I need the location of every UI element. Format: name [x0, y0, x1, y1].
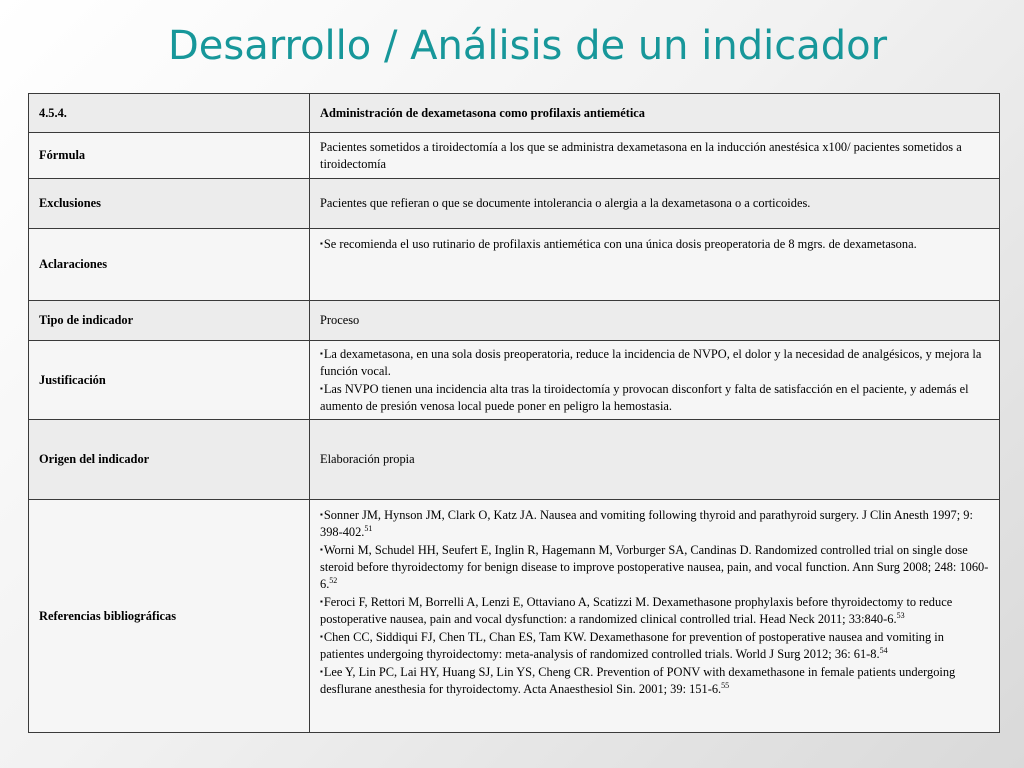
table-row	[29, 301, 1000, 341]
reference-text: Chen CC, Siddiqui FJ, Chen TL, Chan ES, Tam KW. Dexamethasone for prevention of postoperative nausea and vomiting in patientes undergoing thyroidectomy: meta-analysis of randomized controlled trials. World J Surg 2012; 36: 61-8.	[320, 630, 944, 661]
bullet-icon: ▪	[320, 667, 323, 676]
reference-item	[320, 663, 989, 698]
row-label-type: Tipo de indicador	[29, 301, 310, 341]
bullet-icon: ▪	[320, 632, 323, 641]
bullet-icon: ▪	[320, 510, 323, 519]
reference-number: 52	[329, 575, 338, 585]
reference-text: Lee Y, Lin PC, Lai HY, Huang SJ, Lin YS, Cheng CR. Prevention of PONV with dexamethasone in female patients undergoing desflurane anesthesia for thyroidectomy. Acta Anaesthesiol Sin. 2001; 39: 151-6.	[320, 665, 956, 696]
row-label-origin: Origen del indicador	[29, 420, 310, 500]
row-label-justification: Justificación	[29, 341, 310, 420]
row-label-formula: Fórmula	[29, 133, 310, 179]
bullet-text: Las NVPO tienen una incidencia alta tras la tiroidectomía y provocan disconfort y falta de satisfacción en el paciente, y además el aumento de presión venosa local puede poner en peligro la hemostasia.	[320, 382, 969, 413]
reference-item	[320, 628, 989, 663]
table-row	[29, 179, 1000, 229]
slide-title: Desarrollo / Análisis de un indicador	[168, 23, 888, 69]
reference-text: Sonner JM, Hynson JM, Clark O, Katz JA. Nausea and vomiting following thyroid and parathyroid surgery. J Clin Anesth 1997; 9: 398-402.	[320, 508, 973, 539]
reference-item	[320, 541, 989, 593]
indicator-table	[28, 93, 1000, 733]
bullet-icon: ▪	[320, 349, 323, 358]
type-value: Proceso	[310, 301, 1000, 341]
bullet-text: Se recomienda el uso rutinario de profilaxis antiemética con una única dosis preoperatoria de 8 mgrs. de dexametasona.	[323, 237, 917, 251]
indicator-name: Administración de dexametasona como profilaxis antiemética	[310, 94, 1000, 133]
table-row	[29, 420, 1000, 500]
bullet-item	[320, 345, 989, 380]
justification-value	[310, 341, 1000, 420]
formula-value: Pacientes sometidos a tiroidectomía a los que se administra dexametasona en la inducción anestésica x100/ pacientes sometidos a tiroidectomía	[310, 133, 1000, 179]
table-row	[29, 229, 1000, 301]
reference-number: 51	[364, 523, 373, 533]
table-row	[29, 500, 1000, 733]
bullet-icon: ▪	[320, 545, 323, 554]
reference-text: Worni M, Schudel HH, Seufert E, Inglin R, Hagemann M, Vorburger SA, Candinas D. Randomized controlled trial on single dose steroid before thyroidectomy for benign disease to improve postoperative nausea, pain, and vocal function. Ann Surg 2008; 248: 1060-6.	[320, 543, 989, 591]
row-label-references: Referencias bibliográficas	[29, 500, 310, 733]
bullet-text: La dexametasona, en una sola dosis preoperatoria, reduce la incidencia de NVPO, el dolor y la necesidad de analgésicos, y mejora la función vocal.	[320, 347, 982, 378]
reference-text: Feroci F, Rettori M, Borrelli A, Lenzi E, Ottaviano A, Scatizzi M. Dexamethasone prophylaxis before thyroidectomy to reduce postoperative nausea, pain and vocal dysfunction: a randomized clinical controlled trial. Head Neck 2011; 33:840-6.	[320, 595, 953, 626]
reference-number: 53	[896, 610, 905, 620]
references-value	[310, 500, 1000, 733]
table-row	[29, 94, 1000, 133]
table-row	[29, 133, 1000, 179]
bullet-item	[320, 380, 989, 415]
bullet-item	[320, 235, 989, 253]
bullet-icon: ▪	[320, 384, 323, 393]
clarifications-value	[310, 229, 1000, 301]
row-label-clarifications: Aclaraciones	[29, 229, 310, 301]
row-label-exclusions: Exclusiones	[29, 179, 310, 229]
reference-number: 54	[879, 645, 888, 655]
reference-item	[320, 506, 989, 541]
bullet-icon: ▪	[320, 239, 323, 248]
exclusions-value: Pacientes que refieran o que se documente intolerancia o alergia a la dexametasona o a corticoides.	[310, 179, 1000, 229]
bullet-icon: ▪	[320, 597, 323, 606]
origin-value: Elaboración propia	[310, 420, 1000, 500]
reference-item	[320, 593, 989, 628]
table-row	[29, 341, 1000, 420]
reference-number: 55	[721, 680, 730, 690]
row-label-code: 4.5.4.	[29, 94, 310, 133]
